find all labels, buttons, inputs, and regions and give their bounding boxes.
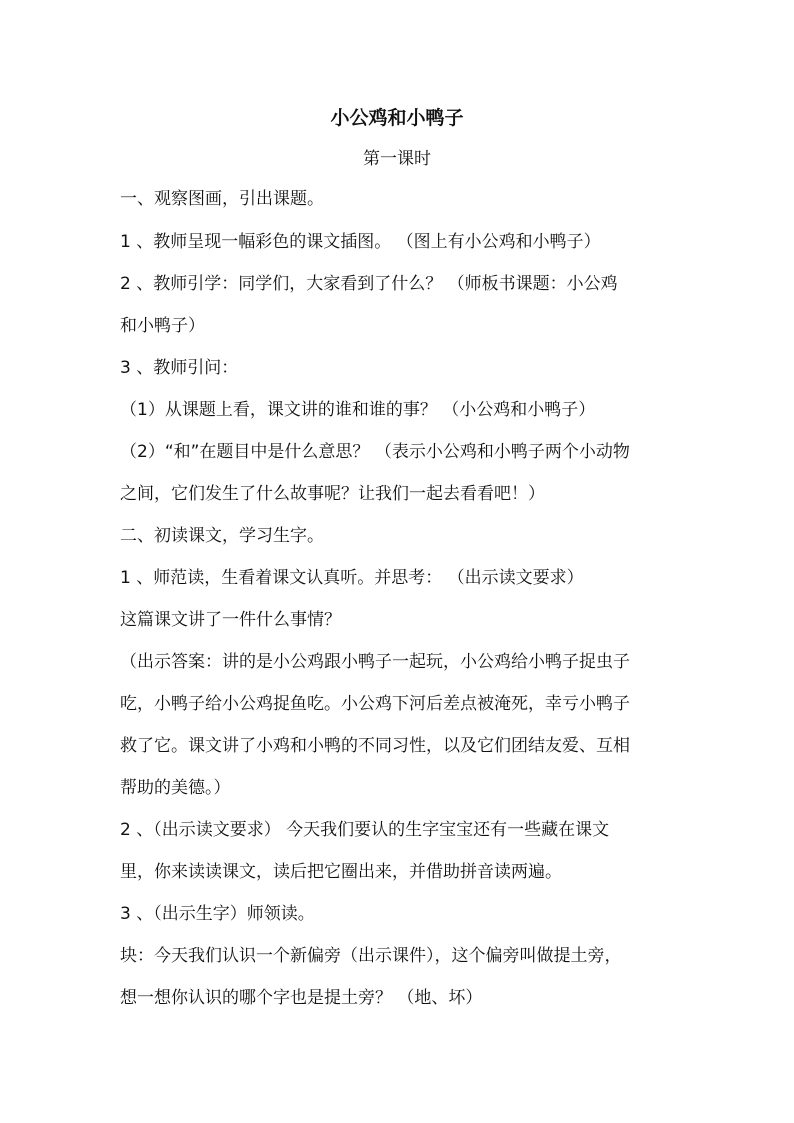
paragraph-line: 1 、师范读，生看着课文认真听。并思考： （出示读文要求） — [120, 568, 584, 588]
paragraph-line: 和小鸭子） — [120, 316, 205, 336]
paragraph-line: 2 、（出示读文要求） 今天我们要认的生字宝宝还有一些藏在课文 — [120, 820, 610, 840]
paragraph-line: 2 、教师引学：同学们，大家看到了什么？ （师板书课题：小公鸡 — [120, 274, 618, 294]
paragraph-line: （出示答案：讲的是小公鸡跟小鸭子一起玩，小公鸡给小鸭子捉虫子 — [120, 652, 630, 672]
paragraph-line: （1）从课题上看，课文讲的谁和谁的事？ （小公鸡和小鸭子） — [120, 400, 596, 420]
paragraph-line: 这篇课文讲了一件什么事情？ — [120, 610, 341, 630]
paragraph-line: （2）“和”在题目中是什么意思？ （表示小公鸡和小鸭子两个小动物 — [120, 442, 630, 462]
paragraph-line: 救了它。课文讲了小鸡和小鸭的不同习性，以及它们团结友爱、互相 — [120, 736, 630, 756]
paragraph-line: 之间，它们发生了什么故事呢？让我们一起去看看吧！） — [120, 484, 545, 504]
paragraph-line: 1 、教师呈现一幅彩色的课文插图。 （图上有小公鸡和小鸭子） — [120, 232, 601, 252]
paragraph-line: 3 、教师引问： — [120, 358, 239, 378]
paragraph-line: 3 、（出示生字）师领读。 — [120, 904, 315, 924]
paragraph-line: 里，你来读读课文，读后把它圈出来，并借助拼音读两遍。 — [120, 862, 562, 882]
paragraph-line: 吃，小鸭子给小公鸡捉鱼吃。小公鸡下河后差点被淹死，幸亏小鸭子 — [120, 694, 630, 714]
document-title: 小公鸡和小鸭子 — [330, 107, 464, 129]
document-subtitle: 第一课时 — [363, 149, 431, 169]
paragraph-line: 想一想你认识的哪个字也是提土旁？ （地、坏） — [120, 988, 483, 1008]
section-heading-1: 一、观察图画，引出课题。 — [120, 189, 324, 209]
paragraph-line: 块：今天我们认识一个新偏旁（出示课件），这个偏旁叫做提土旁， — [120, 946, 622, 966]
paragraph-line: 帮助的美德。） — [120, 778, 231, 798]
section-heading-2: 二、初读课文，学习生字。 — [120, 526, 324, 546]
